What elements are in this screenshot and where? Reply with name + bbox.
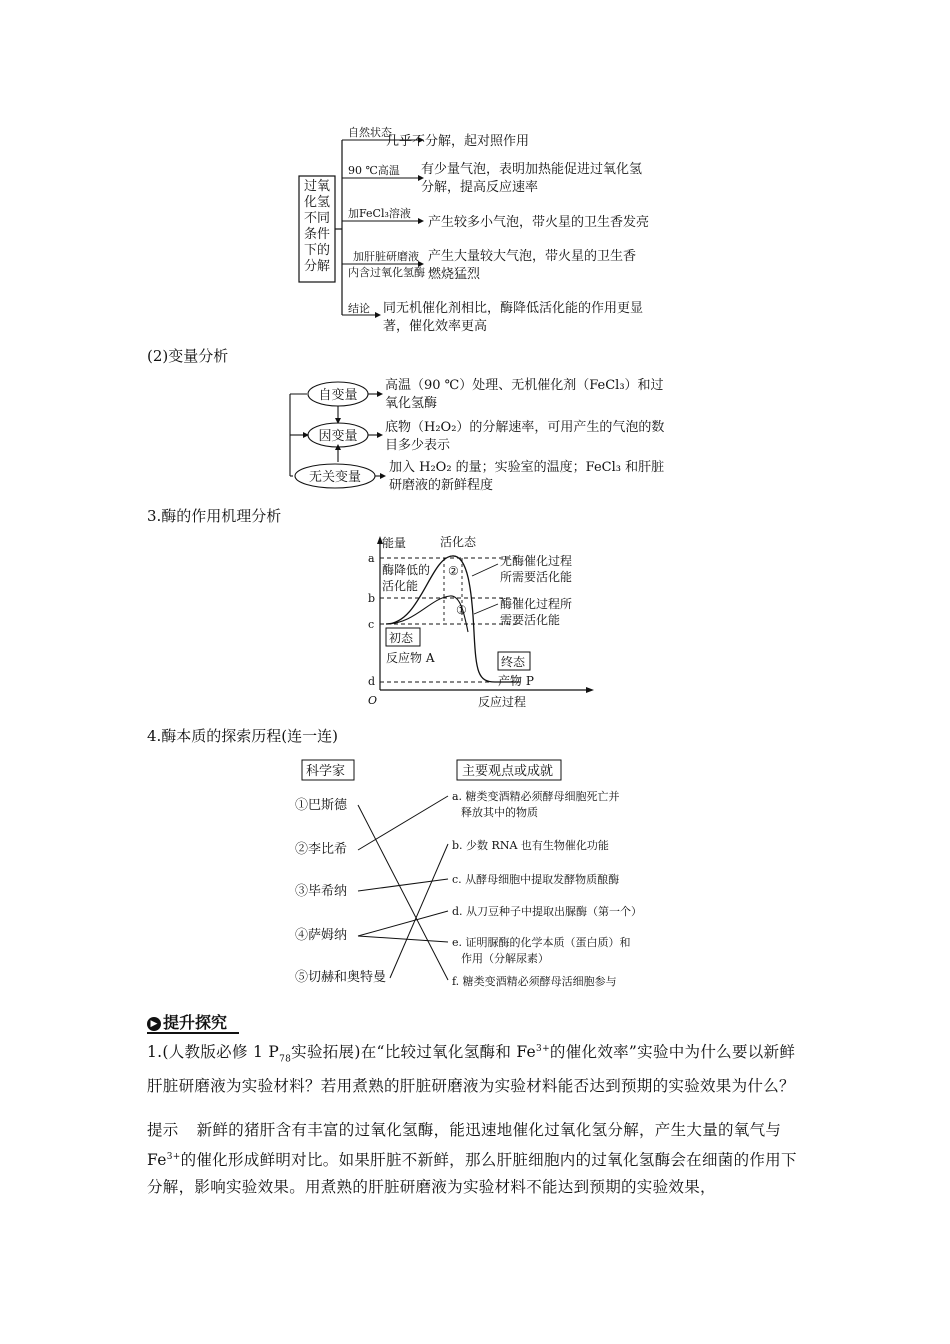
result-line: 同无机催化剂相比，酶降低活化能的作用更显 (383, 301, 644, 316)
circle-2: ② (448, 564, 459, 578)
condition-label: 内含过氧化氢酶 (348, 266, 425, 279)
x-axis-label: 反应过程 (478, 695, 527, 709)
achievement-d: d. 从刀豆种子中提取出脲酶（第一个） (452, 905, 643, 918)
variable-diagram (285, 372, 685, 500)
achievement-a-cont: 释放其中的物质 (461, 806, 538, 819)
no-enzyme-annotation: 所需要活化能 (500, 570, 573, 584)
hint-paragraph: 提示 新鲜的猪肝含有丰富的过氧化氢酶，能迅速地催化过氧化氢分解，产生大量的氧气与 $Fe^{3+}$的催化形成鲜明对比。如果肝脏不新鲜，那么肝脏细胞内的过氧化氢酶会在细菌的作用下分解，影响实验效果。用煮熟的肝脏研磨液为实验材料不能达到预期的实验效果， (147, 1121, 797, 1197)
enzyme-annotation: 酶催化过程所 (500, 597, 573, 611)
section-heading-mechanism: 3.酶的作用机理分析 (147, 507, 282, 525)
result-line: 有少量气泡，表明加热能促进过氧化氢 (421, 162, 643, 177)
decomposition-diagram (290, 120, 670, 335)
peak-label: 活化态 (440, 535, 477, 549)
match-line (358, 796, 448, 850)
right-header: 主要观点或成就 (462, 764, 554, 779)
box-label-3: 不同 (303, 211, 331, 226)
level-c: c (368, 618, 375, 631)
achievement-a: a. 糖类变酒精必须酵母细胞死亡并 (452, 790, 620, 803)
branch-high-temp (342, 161, 642, 195)
result-line: 产生大量较大气泡，带火星的卫生香 (428, 249, 637, 264)
match-line (358, 879, 448, 891)
variable-name: 因变量 (318, 429, 358, 444)
scientist-3: ③毕希纳 (295, 884, 348, 899)
branch-liver (342, 248, 636, 282)
match-line (358, 936, 448, 942)
scientist-4: ④萨姆纳 (295, 928, 348, 943)
section-heading-variable: (2)变量分析 (147, 347, 229, 365)
energy-diagram (360, 532, 600, 712)
scientist-1: ①巴斯德 (295, 798, 348, 813)
condition-label: 90 ℃高温 (348, 164, 400, 177)
y-axis-label: 能量 (382, 536, 407, 550)
branch-conclusion (342, 300, 643, 334)
variable-name: 无关变量 (308, 470, 362, 485)
tisheng-heading (147, 1010, 227, 1033)
box-label-4: 条件 (303, 227, 331, 242)
scientist-5: ⑤切赫和奥特曼 (295, 970, 387, 985)
branch-natural (342, 125, 529, 149)
left-annotation: 酶降低的 (382, 563, 431, 577)
left-header: 科学家 (306, 764, 346, 779)
no-enzyme-annotation: 无酶催化过程 (500, 554, 573, 568)
level-a: a (368, 552, 375, 565)
variable-desc: 底物（H₂O₂）的分解速率，可用产生的气泡的数 (385, 420, 665, 435)
branch-fecl3 (342, 206, 649, 230)
variable-desc: 目多少表示 (385, 438, 451, 453)
initial-state: 初态 (389, 631, 414, 645)
variable-desc: 研磨液的新鲜程度 (389, 478, 494, 493)
condition-label: 自然状态 (348, 126, 392, 139)
achievement-f: f. 糖类变酒精必须酵母活细胞参与 (452, 975, 617, 988)
left-annotation: 活化能 (382, 579, 419, 593)
hint-label: 提示 (147, 1121, 179, 1139)
level-d: d (368, 675, 376, 688)
play-circle-icon: ▶ (147, 1017, 161, 1031)
achievement-c: c. 从酵母细胞中提取发酵物质酿酶 (452, 873, 620, 886)
result-line: 产生较多小气泡，带火星的卫生香发亮 (428, 215, 650, 230)
match-line (358, 805, 448, 980)
tisheng-title: 提升探究 (163, 1013, 228, 1032)
box-label-5: 下的 (303, 243, 331, 258)
section-heading-history: 4.酶本质的探索历程(连一连) (147, 727, 339, 745)
variable-desc: 氧化氢酶 (385, 396, 438, 411)
achievement-b: b. 少数 RNA 也有生物催化功能 (452, 839, 609, 852)
achievement-e-cont: 作用（分解尿素） (461, 952, 549, 965)
level-b: b (368, 592, 376, 605)
reactant-label: 反应物 A (386, 651, 435, 665)
box-label-6: 分解 (303, 259, 331, 274)
origin-label: O (368, 694, 378, 707)
condition-label: 加肝脏研磨液 (353, 250, 419, 263)
enzyme-annotation: 需要活化能 (500, 613, 561, 627)
result-line: 燃烧猛烈 (428, 267, 481, 282)
matching-diagram (290, 756, 670, 996)
box-label-1: 过氧 (303, 179, 331, 194)
question-1: 1.(人教版必修 1 $P_{78}$实验拓展)在“比较过氧化氢酶和 $Fe^{3+}$的催化效率”实验中为什么要以新鲜肝脏研磨液为实验材料？若用煮熟的肝脏研磨液为实验材料能否达到预期的实验效果为什么？ (147, 1043, 796, 1096)
result-line: 著，催化效率更高 (383, 319, 488, 334)
product-label: 产物 P (498, 674, 534, 688)
match-line (390, 844, 448, 978)
variable-name: 自变量 (318, 388, 358, 403)
circle-1: ① (456, 603, 467, 617)
match-line (358, 911, 448, 936)
condition-label: 加FeCl₃溶液 (348, 207, 411, 220)
box-label-2: 化氢 (303, 195, 331, 210)
result-line: 几乎不分解，起对照作用 (386, 134, 530, 149)
variable-desc: 高温（90 ℃）处理、无机催化剂（FeCl₃）和过 (385, 378, 664, 393)
condition-label: 结论 (348, 302, 370, 315)
final-state: 终态 (501, 655, 526, 669)
scientist-2: ②李比希 (295, 842, 348, 857)
achievement-e: e. 证明脲酶的化学本质（蛋白质）和 (452, 936, 631, 949)
variable-desc: 加入 H₂O₂ 的量；实验室的温度；FeCl₃ 和肝脏 (389, 460, 665, 475)
result-line: 分解，提高反应速率 (421, 180, 539, 195)
